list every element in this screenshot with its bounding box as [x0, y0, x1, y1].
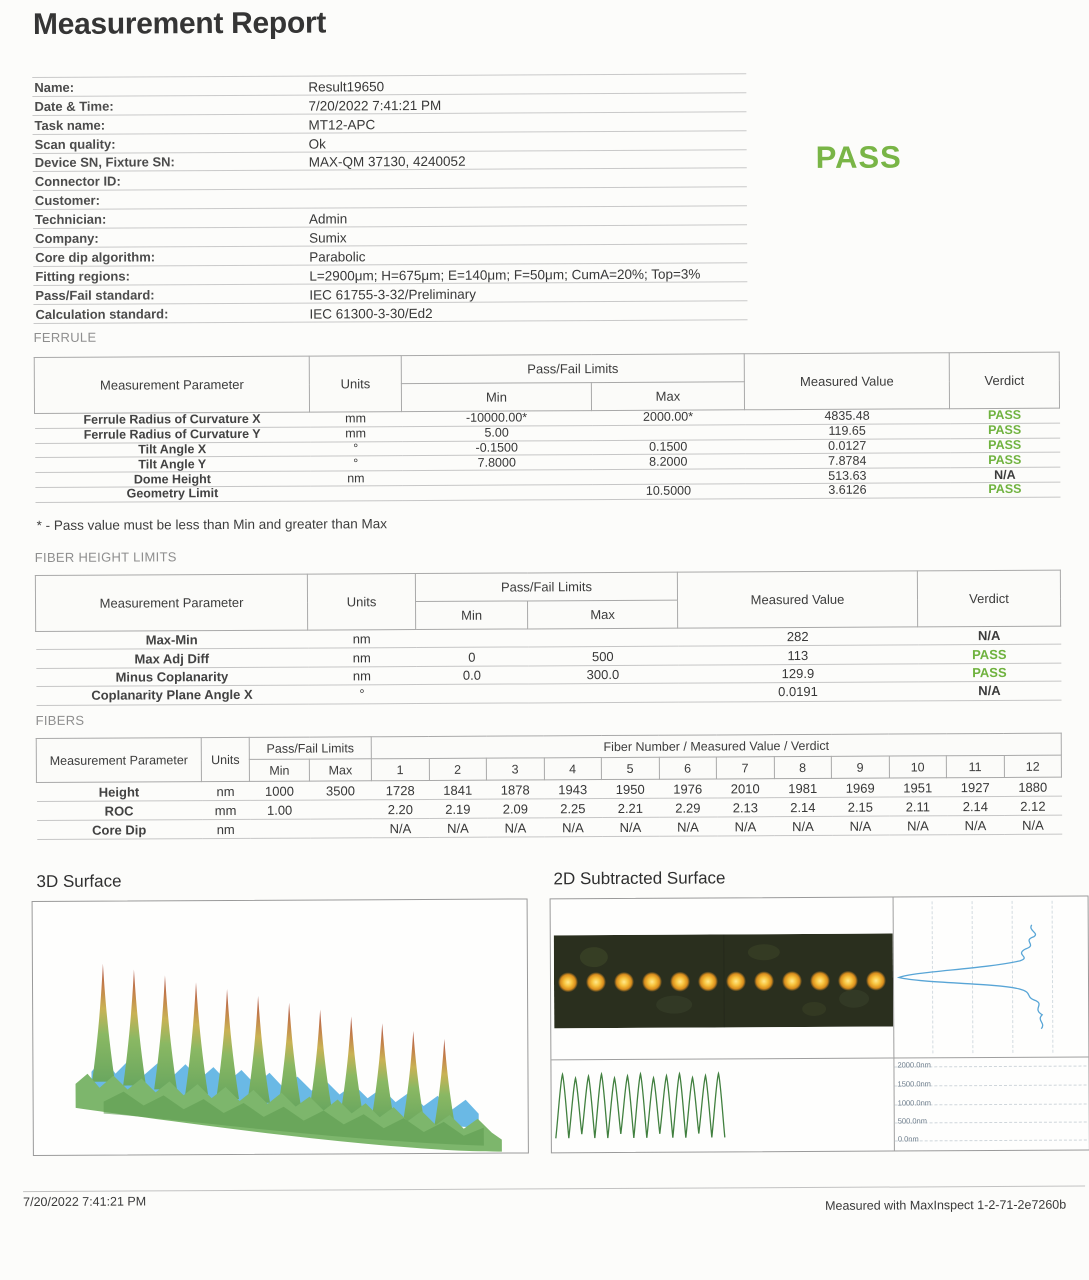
info-label: Task name:	[34, 117, 106, 133]
value-cell: N/A	[1004, 815, 1062, 834]
row-profile-quadrant	[551, 1058, 893, 1153]
value-cell: 1841	[429, 780, 487, 799]
measured-cell: 119.65	[745, 424, 950, 440]
col-header-parameter: Measurement Parameter	[35, 574, 307, 631]
col-header-passfail: Pass/Fail Limits	[415, 572, 677, 601]
footer-divider	[23, 1186, 1085, 1193]
value-cell: 1950	[601, 779, 659, 798]
measured-cell: 282	[678, 627, 918, 647]
units-cell: °	[308, 685, 416, 704]
param-cell: Max Adj Diff	[36, 648, 308, 668]
measured-cell: 4835.48	[745, 409, 950, 425]
value-cell: N/A	[832, 816, 890, 835]
axis-tick-label: 1000.0nm	[897, 1098, 932, 1108]
units-cell: °	[310, 456, 402, 471]
max-cell	[528, 628, 678, 647]
info-label: Customer:	[34, 192, 100, 209]
value-cell: 2.19	[429, 799, 487, 818]
param-cell: Ferrule Radius of Curvature X	[35, 412, 310, 428]
fiber-endface-photo	[554, 934, 893, 1029]
value-cell: 2.12	[1004, 796, 1062, 815]
fiber-number-header: 6	[659, 757, 717, 779]
value-cell: 1927	[946, 777, 1004, 796]
min-cell: 0	[416, 647, 528, 666]
gridline	[895, 1140, 1087, 1142]
fiber-number-header: 4	[544, 758, 602, 780]
page-title: Measurement Report	[32, 6, 327, 42]
param-cell: ROC	[37, 801, 202, 821]
col-header-units: Units	[201, 737, 249, 781]
value-cell: 2.14	[774, 797, 832, 816]
param-cell: Geometry Limit	[35, 486, 310, 502]
fiber-number-header: 12	[1004, 755, 1062, 777]
min-cell	[416, 629, 528, 648]
col-header-min: Min	[249, 759, 309, 781]
verdict-cell: N/A	[918, 681, 1061, 700]
param-cell: Coplanarity Plane Angle X	[36, 685, 308, 705]
units-cell: nm	[201, 781, 249, 800]
min-cell	[402, 470, 592, 486]
units-cell: °	[310, 441, 402, 456]
axis-scale-quadrant	[893, 1057, 1088, 1151]
axis-tick-label: 1500.0nm	[897, 1079, 931, 1089]
info-label: Calculation standard:	[35, 305, 169, 322]
max-cell: 500	[528, 647, 678, 666]
surface-2d-title: 2D Subtracted Surface	[553, 868, 726, 889]
param-cell: Dome Height	[35, 471, 310, 487]
units-cell: nm	[310, 471, 402, 486]
param-cell: Height	[36, 782, 201, 802]
info-label: Core dip algorithm:	[35, 249, 156, 265]
max-cell: 10.5000	[592, 484, 745, 500]
value-cell: 1951	[889, 778, 947, 797]
min-cell: 7.8000	[402, 455, 592, 471]
value-cell: 2.20	[372, 799, 430, 818]
param-cell: Max-Min	[36, 630, 308, 650]
min-cell: -10000.00*	[402, 411, 592, 427]
surface-3d-panel	[32, 898, 529, 1156]
col-header-max: Max	[591, 382, 744, 411]
value-cell: N/A	[602, 817, 660, 836]
value-cell: 1981	[774, 778, 832, 797]
col-header-passfail: Pass/Fail Limits	[401, 354, 744, 384]
value-cell: 1878	[486, 780, 544, 799]
fiber-number-header: 11	[946, 755, 1004, 777]
info-label: Scan quality:	[34, 136, 116, 152]
info-value: Sumix	[309, 230, 347, 246]
col-header-parameter: Measurement Parameter	[36, 738, 201, 783]
table-header-row	[34, 352, 1059, 385]
col-header-units: Units	[307, 574, 415, 631]
section-label-fibers: FIBERS	[35, 712, 85, 729]
ferrule-footnote: * - Pass value must be less than Min and greater than Max	[36, 516, 388, 534]
max-cell: 3500	[309, 781, 371, 800]
measured-cell: 129.9	[678, 664, 918, 684]
info-value: IEC 61300-3-30/Ed2	[309, 305, 433, 322]
min-cell: 5.00	[402, 425, 592, 441]
min-cell	[250, 819, 310, 838]
fiber-number-header: 7	[716, 757, 774, 779]
col-header-units: Units	[309, 356, 401, 412]
value-cell: N/A	[487, 818, 545, 837]
fiber-number-header: 9	[831, 756, 889, 778]
report-info-table	[32, 73, 747, 323]
max-cell	[310, 800, 372, 819]
units-cell: mm	[310, 426, 402, 441]
value-cell: N/A	[429, 818, 487, 837]
overall-verdict-badge: PASS	[815, 139, 902, 175]
value-cell: N/A	[544, 818, 602, 837]
info-label: Device SN, Fixture SN:	[34, 154, 175, 171]
height-profile-curve	[894, 897, 1089, 1058]
info-value: L=2900μm; H=675μm; E=140μm; F=50μm; CumA=20%; Top=3%	[309, 266, 701, 284]
fiber-number-header: 10	[889, 756, 947, 778]
col-header-passfail: Pass/Fail Limits	[249, 737, 371, 760]
units-cell: nm	[308, 666, 416, 685]
measured-cell: 113	[678, 645, 918, 665]
footer-timestamp: 7/20/2022 7:41:21 PM	[23, 1194, 147, 1210]
info-value: Parabolic	[309, 249, 366, 265]
col-header-verdict: Verdict	[949, 352, 1059, 409]
section-label-fiber-height-limits: FIBER HEIGHT LIMITS	[34, 549, 177, 566]
value-cell: 2.15	[832, 797, 890, 816]
fiber-number-header: 1	[371, 758, 429, 780]
info-label: Fitting regions:	[35, 268, 130, 284]
measured-cell: 0.0127	[745, 438, 950, 454]
info-value: Ok	[308, 136, 326, 152]
measured-cell: 3.6126	[745, 483, 950, 499]
col-header-fiber-number: Fiber Number / Measured Value / Verdict	[371, 733, 1061, 759]
value-cell: 2010	[716, 779, 774, 798]
info-value: Admin	[308, 211, 348, 227]
param-cell: Tilt Angle Y	[35, 456, 310, 472]
fiber-number-header: 2	[429, 758, 487, 780]
table-row	[36, 681, 1061, 705]
min-cell	[402, 485, 592, 501]
col-header-max: Max	[528, 600, 678, 629]
table-header-row	[35, 570, 1060, 603]
axis-tick-label: 500.0nm	[897, 1116, 927, 1126]
info-label: Date & Time:	[34, 98, 114, 114]
units-cell	[310, 486, 402, 501]
units-cell: nm	[202, 819, 250, 838]
value-cell: N/A	[889, 816, 947, 835]
info-label: Connector ID:	[34, 173, 121, 190]
verdict-cell: PASS	[950, 482, 1060, 497]
row-profile-wave	[551, 1059, 893, 1153]
value-cell: N/A	[659, 817, 717, 836]
info-label: Pass/Fail standard:	[35, 287, 155, 303]
param-cell: Tilt Angle X	[35, 442, 310, 458]
endface-photo-quadrant	[551, 898, 894, 1060]
verdict-cell: N/A	[918, 626, 1061, 645]
value-cell: N/A	[372, 818, 430, 837]
col-header-max: Max	[309, 759, 371, 781]
max-cell	[592, 469, 745, 485]
vertical-profile-quadrant	[893, 897, 1089, 1058]
units-cell: nm	[308, 630, 416, 649]
verdict-cell: PASS	[950, 408, 1060, 423]
value-cell: N/A	[947, 815, 1005, 834]
verdict-cell: PASS	[950, 453, 1060, 468]
value-cell: 1880	[1004, 777, 1062, 796]
measured-cell: 0.0191	[678, 682, 918, 702]
surface-2d-panel	[550, 896, 1089, 1154]
verdict-cell: N/A	[950, 467, 1060, 482]
fiber-number-header: 5	[601, 757, 659, 779]
max-cell	[310, 819, 372, 838]
info-value: MT12-APC	[308, 116, 376, 133]
verdict-cell: PASS	[918, 663, 1061, 682]
surface-3d-title: 3D Surface	[36, 871, 122, 892]
verdict-cell: PASS	[950, 438, 1060, 453]
col-header-parameter: Measurement Parameter	[34, 356, 309, 413]
fiber-number-header: 3	[486, 758, 544, 780]
param-cell: Ferrule Radius of Curvature Y	[35, 427, 310, 443]
fibers-table	[36, 733, 1063, 840]
value-cell: 2.21	[602, 798, 660, 817]
3d-surface-image	[33, 899, 528, 1155]
min-cell: 0.0	[416, 666, 528, 685]
col-header-min: Min	[416, 601, 528, 630]
verdict-cell: PASS	[918, 645, 1061, 664]
value-cell: 1728	[371, 780, 429, 799]
value-cell: 2.14	[947, 796, 1005, 815]
info-label: Name:	[34, 79, 75, 95]
value-cell: 2.11	[889, 797, 947, 816]
max-cell: 2000.00*	[592, 410, 745, 426]
col-header-verdict: Verdict	[917, 570, 1060, 627]
axis-tick-label: 2000.0nm	[897, 1060, 931, 1070]
fiber-number-header: 8	[774, 756, 832, 778]
value-cell: 1943	[544, 780, 602, 799]
units-cell: nm	[308, 648, 416, 667]
value-cell: N/A	[774, 816, 832, 835]
ferrule-table	[34, 352, 1061, 503]
verdict-cell: PASS	[950, 423, 1060, 438]
units-cell: mm	[202, 800, 250, 819]
max-cell	[528, 683, 678, 702]
info-value: Result19650	[308, 79, 385, 95]
section-label-ferrule: FERRULE	[33, 329, 97, 346]
min-cell: -0.1500	[402, 440, 592, 456]
info-value: MAX-QM 37130, 4240052	[308, 154, 466, 171]
units-cell: mm	[310, 412, 402, 427]
value-cell: 2.25	[544, 799, 602, 818]
measured-cell: 513.63	[745, 468, 950, 484]
measured-cell: 7.8784	[745, 453, 950, 469]
info-value: IEC 61755-3-32/Preliminary	[309, 286, 477, 303]
min-cell: 1.00	[250, 800, 310, 819]
value-cell: N/A	[717, 817, 775, 836]
max-cell: 300.0	[528, 665, 678, 684]
value-cell: 2.29	[659, 798, 717, 817]
info-row-calcstandard	[33, 301, 747, 324]
max-cell	[592, 425, 745, 441]
value-cell: 1976	[659, 779, 717, 798]
min-cell: 1000	[249, 781, 309, 800]
param-cell: Minus Coplanarity	[36, 667, 308, 687]
col-header-min: Min	[401, 383, 591, 412]
footer-measured-with: Measured with MaxInspect 1-2-71-2e7260b	[825, 1197, 1067, 1213]
info-label: Technician:	[34, 211, 107, 228]
value-cell: 1969	[831, 778, 889, 797]
col-header-measured: Measured Value	[677, 571, 917, 628]
value-cell: 2.09	[487, 799, 545, 818]
axis-tick-label: 0.0nm	[897, 1134, 919, 1144]
min-cell	[416, 684, 528, 703]
max-cell: 0.1500	[592, 439, 745, 455]
col-header-measured: Measured Value	[744, 353, 949, 410]
param-cell: Core Dip	[37, 820, 202, 840]
table-row	[37, 815, 1062, 839]
fiber-height-limits-table	[35, 570, 1062, 706]
max-cell: 8.2000	[592, 454, 745, 470]
info-value: 7/20/2022 7:41:21 PM	[308, 97, 442, 114]
info-label: Company:	[35, 230, 99, 247]
value-cell: 2.13	[717, 798, 775, 817]
